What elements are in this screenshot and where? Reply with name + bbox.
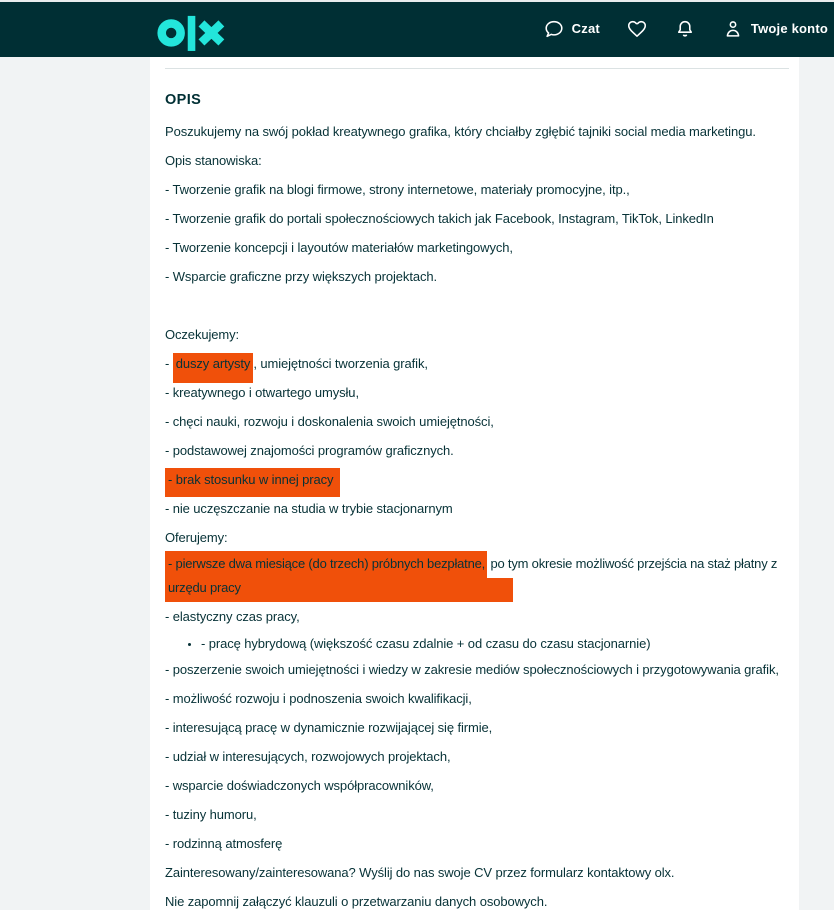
position-heading: Opis stanowiska:	[165, 153, 262, 168]
dash: -	[165, 356, 173, 371]
position-item: - Wsparcie graficzne przy większych projektach.	[165, 269, 438, 284]
account-button[interactable]	[722, 18, 828, 40]
offer-item: - wsparcie doświadczonych współpracowników,	[165, 778, 434, 793]
chat-label: Czat	[571, 21, 600, 36]
offer-sublist	[165, 632, 790, 656]
offer-item: - możliwość rozwoju i podnoszenia swoich kwalifikacji,	[165, 691, 472, 706]
position-item: - Tworzenie koncepcji i layoutów materiałów marketingowych,	[165, 240, 513, 255]
favorites-button[interactable]	[626, 18, 648, 40]
job-description-card	[150, 57, 799, 910]
heart-icon	[626, 18, 648, 40]
position-item: - Tworzenie grafik do portali społecznościowych takich jak Facebook, Instagram, TikTok, LinkedIn	[165, 211, 714, 226]
spacer	[165, 294, 790, 323]
notifications-button[interactable]	[674, 18, 696, 40]
bell-icon	[674, 18, 696, 40]
offer-item-trial-middle: po tym okresie możliwość przejścia na staż płatny z	[487, 556, 778, 571]
highlight-marker: - pierwsze dwa miesiące (do trzech) próbnych bezpłatne,	[165, 551, 487, 580]
description-section-title: OPIS	[165, 92, 202, 108]
account-label: Twoje konto	[750, 21, 828, 36]
expectations-item-artist-rest: , umiejętności tworzenia grafik,	[253, 356, 428, 371]
expectations-heading: Oczekujemy:	[165, 327, 240, 342]
offer-item: - rodzinną atmosferę	[165, 836, 283, 851]
expectations-item-no-studies: - nie uczęszczanie na studia w trybie stacjonarnym	[165, 501, 453, 516]
outro-rodo-line: Nie zapomnij załączyć klauzuli o przetwarzaniu danych osobowych.	[165, 894, 548, 909]
expectations-item: - podstawowej znajomości programów graficznych.	[165, 443, 454, 458]
highlight-marker: duszy artysty	[173, 353, 254, 383]
olx-logo[interactable]	[156, 13, 228, 51]
chat-bubble-icon	[543, 18, 565, 40]
highlight-marker: urzędu pracy	[165, 578, 513, 602]
header	[0, 0, 834, 57]
window-top-edge	[0, 0, 834, 2]
expectations-item: - kreatywnego i otwartego umysłu,	[165, 385, 359, 400]
expectations-item-no-other-job	[165, 468, 790, 492]
outro-cv-line: Zainteresowany/zainteresowana? Wyślij do nas swoje CV przez formularz kontaktowy olx.	[165, 865, 675, 880]
chat-button[interactable]	[543, 18, 600, 40]
offer-sublist-item-hybrid: • - pracę hybrydową (większość czasu zdalnie + od czasu do czasu stacjonarnie)	[201, 632, 790, 656]
expectations-item: - chęci nauki, rozwoju i doskonalenia swoich umiejętności,	[165, 414, 494, 429]
offer-item: - tuziny humoru,	[165, 807, 257, 822]
person-icon	[722, 18, 744, 40]
intro-line: Poszukujemy na swój pokład kreatywnego grafika, który chciałby zgłębić tajniki social media marketingu.	[165, 124, 756, 139]
offer-item: - interesującą pracę w dynamicznie rozwijającej się firmie,	[165, 720, 493, 735]
expectations-item-artist	[165, 352, 790, 376]
olx-logo-icon	[156, 13, 228, 51]
header-nav	[543, 0, 828, 57]
offer-item-flexible: - elastyczny czas pracy,	[165, 609, 300, 624]
highlight-marker: - brak stosunku w innej pracy	[165, 468, 340, 497]
offer-item-trial	[165, 552, 790, 600]
position-item: - Tworzenie grafik na blogi firmowe, strony internetowe, materiały promocyjne, itp.,	[165, 182, 630, 197]
offer-item: - udział w interesujących, rozwojowych projektach,	[165, 749, 451, 764]
offer-item: - poszerzenie swoich umiejętności i wiedzy w zakresie mediów społecznościowych i przygotowywania grafik,	[165, 662, 779, 677]
divider	[165, 68, 789, 69]
offer-heading: Oferujemy:	[165, 530, 228, 545]
